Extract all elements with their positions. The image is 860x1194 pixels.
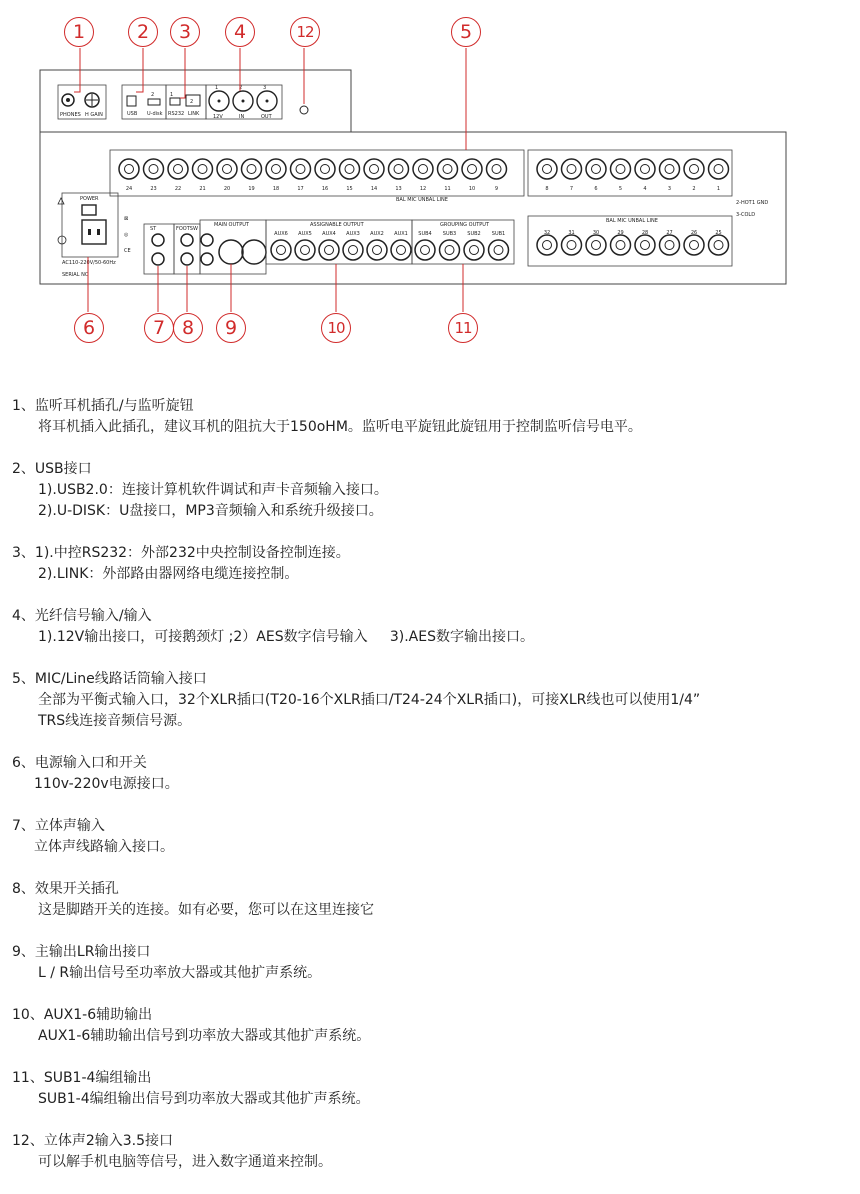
output-aux3-icon — [343, 240, 363, 260]
mic-input-6-icon — [586, 159, 606, 179]
callout-5: 5 — [451, 17, 481, 47]
desc-line: 立体声线路输入接口。 — [34, 839, 174, 855]
output-aux5-icon — [295, 240, 315, 260]
mic-input-3-icon — [660, 159, 680, 179]
mic-input-8-label: 8 — [545, 186, 549, 192]
callout-8: 8 — [173, 313, 203, 343]
mic-input-9-icon — [487, 159, 507, 179]
io-in-label: IN — [239, 114, 245, 120]
desc-item-8 — [12, 879, 852, 921]
desc-item-5 — [12, 669, 852, 732]
output-aux6-label: AUX6 — [274, 231, 288, 237]
desc-line: 2).U-DISK：U盘接口，MP3音频输入和系统升级接口。 — [38, 503, 383, 519]
output-aux2-label: AUX2 — [370, 231, 384, 237]
mic-input-25-icon — [709, 235, 729, 255]
mic-input-3-label: 3 — [667, 186, 672, 192]
callout-11: 11 — [448, 313, 478, 343]
mic-input-31-icon — [562, 235, 582, 255]
mic-input-7-icon — [562, 159, 582, 179]
callout-6: 6 — [74, 313, 104, 343]
udisk-label: U-disk — [147, 111, 163, 117]
mic-input-2-icon — [684, 159, 704, 179]
callout-7: 7 — [144, 313, 174, 343]
rs232-num: 1 — [170, 92, 174, 98]
callout-12: 12 — [290, 17, 320, 47]
gnd-label: 1 GND — [752, 200, 769, 206]
mic-input-26-icon — [684, 235, 704, 255]
serial-label: SERIAL NO — [62, 272, 89, 278]
output-sub4-icon — [415, 240, 435, 260]
ccc-icon: ◎ — [124, 232, 129, 238]
output-aux4-label: AUX4 — [322, 231, 336, 237]
callout-2: 2 — [128, 17, 158, 47]
description-list — [12, 396, 852, 1194]
mic-input-13-label: 13 — [395, 186, 402, 192]
desc-item-6 — [12, 753, 852, 795]
desc-title: 9、主输出LR输出接口 — [12, 944, 151, 960]
mic-input-28-label: 28 — [641, 230, 649, 236]
mic-input-18-icon — [266, 159, 286, 179]
mic-input-6-label: 6 — [594, 186, 598, 192]
output-sub2-icon — [464, 240, 484, 260]
footsw-label: FOOTSW — [176, 226, 198, 232]
desc-line: 这是脚踏开关的连接。如有必要，您可以在这里连接它 — [38, 902, 374, 918]
cold-label: 3-COLD — [736, 212, 756, 218]
desc-item-4 — [12, 606, 852, 648]
io-num-3: 3 — [263, 85, 267, 91]
mic-input-4-label: 4 — [643, 186, 647, 192]
desc-title: 6、电源输入口和开关 — [12, 755, 147, 771]
desc-line: 1).USB2.0：连接计算机软件调试和声卡音频输入接口。 — [38, 482, 388, 498]
output-sub3-label: SUB3 — [442, 231, 457, 237]
mic-input-23-label: 23 — [150, 186, 157, 192]
desc-line: 全部为平衡式输入口，32个XLR插口(T20-16个XLR插口/T24-24个XLR插口)，可接XLR线也可以使用1/4” — [38, 692, 701, 708]
callout-1: 1 — [64, 17, 94, 47]
mic-input-18-label: 18 — [272, 186, 280, 192]
desc-title: 3、1).中控RS232：外部232中央控制设备控制连接。 — [12, 545, 350, 561]
output-aux4-icon — [319, 240, 339, 260]
io-num-1: 1 — [215, 85, 219, 91]
rs232-label: RS232 — [168, 111, 185, 117]
output-sub3-icon — [440, 240, 460, 260]
grouping-output-label: GROUPING OUTPUT — [440, 222, 490, 228]
gain-label: H GAIN — [85, 112, 103, 118]
mic-input-20-label: 20 — [223, 186, 231, 192]
mic-input-11-icon — [438, 159, 458, 179]
mic-input-9-label: 9 — [494, 186, 499, 192]
mic-input-29-icon — [611, 235, 631, 255]
mic-input-19-label: 19 — [248, 186, 255, 192]
callout-4: 4 — [225, 17, 255, 47]
mic-input-22-label: 22 — [174, 186, 182, 192]
bal-mic-label: BAL MIC UNBAL LINE — [396, 197, 448, 203]
mic-input-30-icon — [586, 235, 606, 255]
mic-input-31-label: 31 — [568, 230, 575, 236]
mic-input-20-icon — [217, 159, 237, 179]
desc-item-12 — [12, 1131, 852, 1173]
mic-input-10-icon — [462, 159, 482, 179]
desc-item-11 — [12, 1068, 852, 1110]
desc-line: 将耳机插入此插孔，建议耳机的阻抗大于150oHM。监听电平旋钮此旋钮用于控制监听信号电平。 — [38, 419, 642, 435]
weee-icon: ⊠ — [124, 216, 129, 222]
phones-label: PHONES — [60, 112, 81, 118]
main-output-label: MAIN OUTPUT — [214, 222, 249, 228]
mic-input-24-icon — [119, 159, 139, 179]
desc-title: 10、AUX1-6辅助输出 — [12, 1007, 153, 1023]
mic-input-16-label: 16 — [321, 186, 329, 192]
output-aux2-icon — [367, 240, 387, 260]
mic-input-14-icon — [364, 159, 384, 179]
assignable-output-label: ASSIGNABLE OUTPUT — [310, 222, 364, 228]
desc-title: 1、监听耳机插孔/与监听旋钮 — [12, 398, 194, 414]
desc-title: 4、光纤信号输入/输入 — [12, 608, 152, 624]
mic-input-25-label: 25 — [715, 230, 722, 236]
output-sub1-icon — [489, 240, 509, 260]
desc-line: TRS线连接音频信号源。 — [38, 713, 192, 729]
mic-input-5-icon — [611, 159, 631, 179]
mic-input-32-icon — [537, 235, 557, 255]
mic-input-4-icon — [635, 159, 655, 179]
mic-input-15-label: 15 — [346, 186, 353, 192]
callout-9: 9 — [216, 313, 246, 343]
desc-item-1 — [12, 396, 852, 438]
output-aux6-icon — [271, 240, 291, 260]
mic-input-26-label: 26 — [690, 230, 698, 236]
desc-line: L / R输出信号至功率放大器或其他扩声系统。 — [38, 965, 322, 981]
desc-line: 2).LINK：外部路由器网络电缆连接控制。 — [38, 566, 299, 582]
mic-input-7-label: 7 — [569, 186, 574, 192]
mic-input-14-label: 14 — [370, 186, 378, 192]
output-sub4-label: SUB4 — [418, 231, 432, 237]
output-aux3-label: AUX3 — [346, 231, 360, 237]
desc-line: 1).12V输出接口，可接鹅颈灯 ;2）AES数字信号输入 3).AES数字输出接口。 — [38, 629, 534, 645]
mic-input-1-label: 1 — [716, 186, 721, 192]
mic-input-22-icon — [168, 159, 188, 179]
mic-input-12-icon — [413, 159, 433, 179]
mic-input-1-icon — [709, 159, 729, 179]
mic-input-8-icon — [537, 159, 557, 179]
io-12v-label: 12V — [213, 114, 223, 120]
desc-item-7 — [12, 816, 852, 858]
mic-input-27-icon — [660, 235, 680, 255]
mic-input-23-icon — [144, 159, 164, 179]
callout-10: 10 — [321, 313, 351, 343]
mic-input-17-icon — [291, 159, 311, 179]
mic-input-16-icon — [315, 159, 335, 179]
usb-label: USB — [127, 111, 138, 117]
mic-input-17-label: 17 — [297, 186, 304, 192]
mic-input-10-label: 10 — [468, 186, 476, 192]
desc-item-2 — [12, 459, 852, 522]
desc-title: 8、效果开关插孔 — [12, 881, 119, 897]
desc-title: 7、立体声输入 — [12, 818, 105, 834]
output-aux5-label: AUX5 — [298, 231, 312, 237]
mic-input-28-icon — [635, 235, 655, 255]
desc-line: 110v-220v电源接口。 — [34, 776, 179, 792]
desc-line: SUB1-4编组输出信号到功率放大器或其他扩声系统。 — [38, 1091, 370, 1107]
desc-item-9 — [12, 942, 852, 984]
desc-line: AUX1-6辅助输出信号到功率放大器或其他扩声系统。 — [38, 1028, 371, 1044]
output-sub1-label: SUB1 — [491, 231, 506, 237]
io-num-2: 2 — [239, 85, 243, 91]
link-label: LINK — [188, 111, 200, 117]
desc-title: 12、立体声2输入3.5接口 — [12, 1133, 173, 1149]
mic-input-32-label: 32 — [543, 230, 551, 236]
mic-input-30-label: 30 — [592, 230, 600, 236]
output-sub2-label: SUB2 — [467, 231, 481, 237]
mic-input-21-icon — [193, 159, 213, 179]
callout-3: 3 — [170, 17, 200, 47]
ce-icon: CE — [124, 248, 131, 254]
desc-title: 11、SUB1-4编组输出 — [12, 1070, 152, 1086]
udisk-num: 2 — [151, 92, 155, 98]
mic-input-24-label: 24 — [125, 186, 133, 192]
power-switch-icon — [82, 205, 96, 215]
st-label: ST — [150, 226, 157, 232]
rear-panel-diagram — [0, 0, 860, 380]
voltage-label: AC110-220V/50-60Hz — [62, 260, 116, 266]
power-label: POWER — [80, 196, 99, 202]
desc-item-3 — [12, 543, 852, 585]
mic-input-2-label: 2 — [692, 186, 696, 192]
mic-input-11-label: 11 — [444, 186, 451, 192]
desc-title: 5、MIC/Line线路话筒输入接口 — [12, 671, 207, 687]
mic-input-12-label: 12 — [419, 186, 427, 192]
hot-label: 2-HOT — [736, 200, 752, 206]
mic-input-27-label: 27 — [666, 230, 673, 236]
link-num: 2 — [190, 99, 194, 105]
io-out-label: OUT — [261, 114, 272, 120]
mic-input-21-label: 21 — [199, 186, 206, 192]
mic-input-19-icon — [242, 159, 262, 179]
output-aux1-label: AUX1 — [394, 231, 408, 237]
mic-input-13-icon — [389, 159, 409, 179]
mic-input-15-icon — [340, 159, 360, 179]
bal-mic-label-2: BAL MIC UNBAL LINE — [606, 218, 658, 224]
desc-item-10 — [12, 1005, 852, 1047]
output-aux1-icon — [391, 240, 411, 260]
power-socket-icon — [82, 220, 106, 244]
mic-input-5-label: 5 — [618, 186, 623, 192]
desc-line: 可以解手机电脑等信号，进入数字通道来控制。 — [38, 1154, 332, 1170]
mic-input-29-label: 29 — [617, 230, 624, 236]
desc-title: 2、USB接口 — [12, 461, 92, 477]
